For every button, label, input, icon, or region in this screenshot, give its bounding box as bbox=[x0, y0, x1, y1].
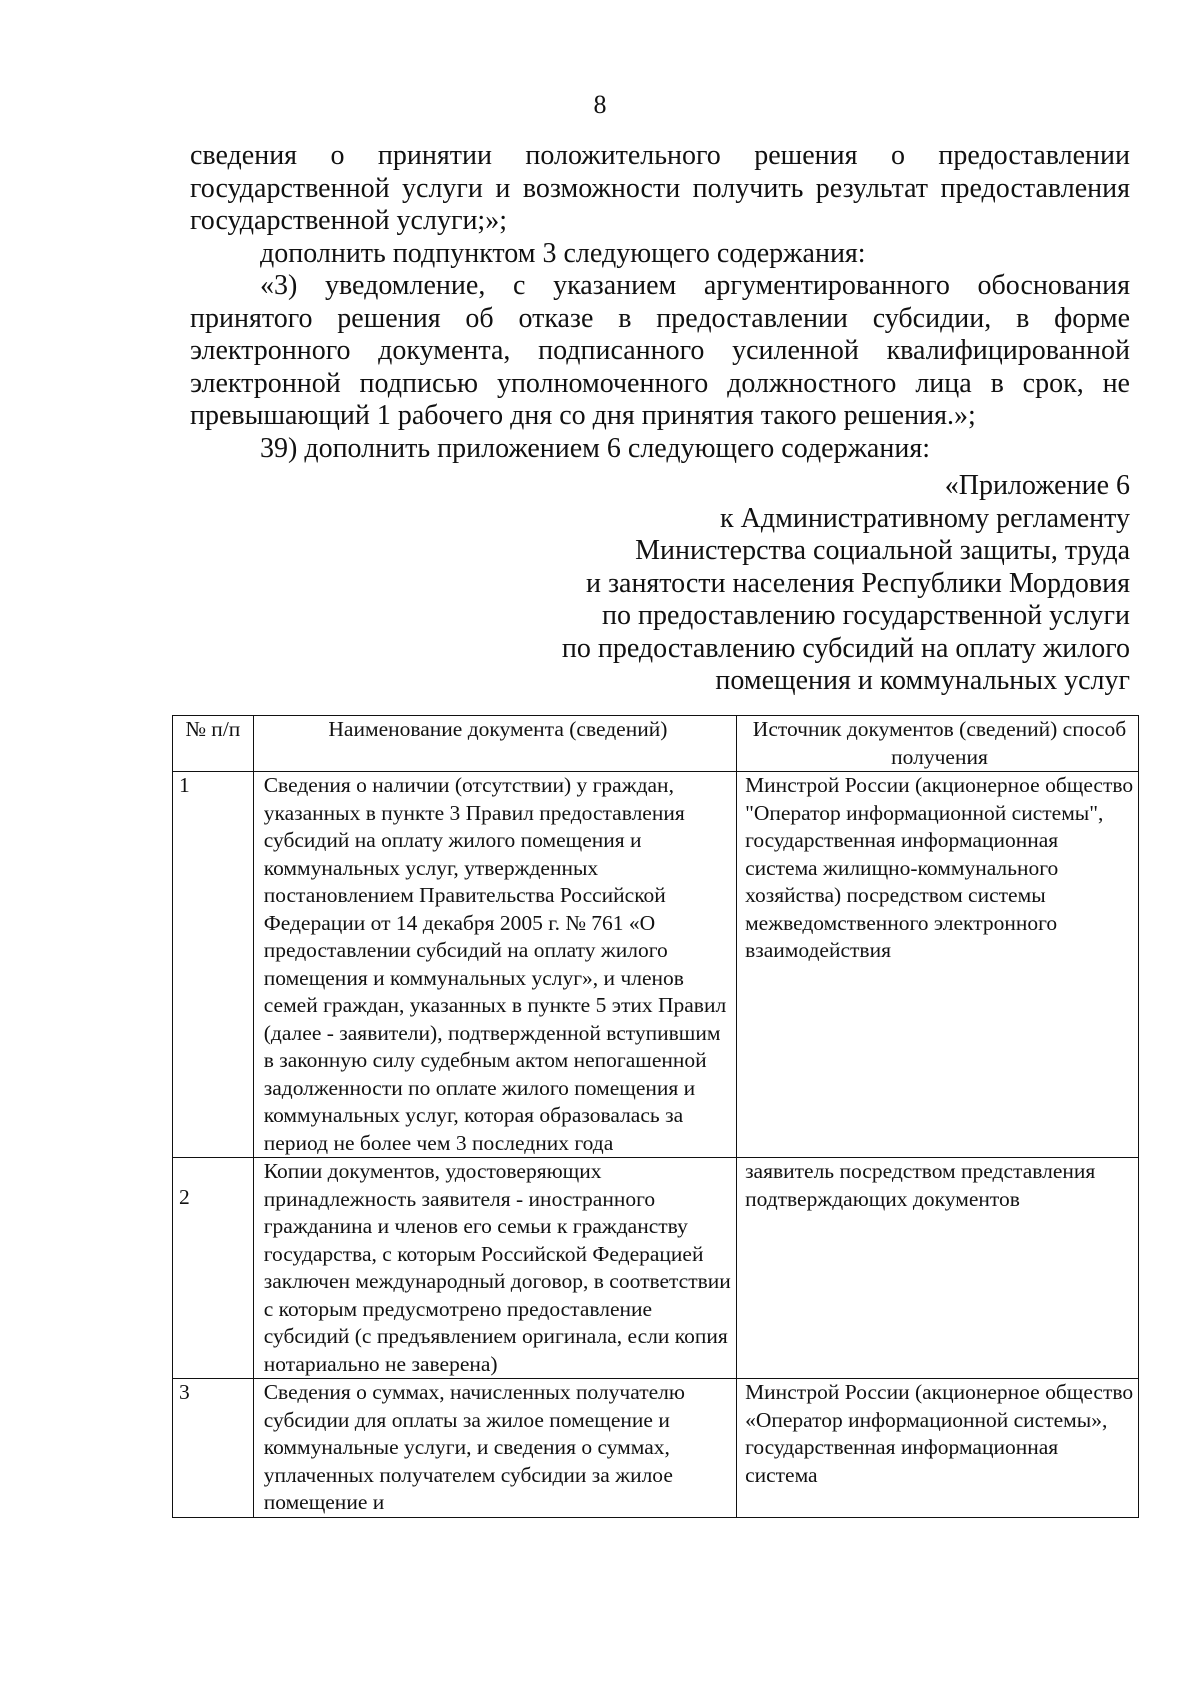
header-num: № п/п bbox=[173, 716, 254, 772]
row-name: Сведения о суммах, начисленных получателю субсидии для оплаты за жилое помещение и коммунальные услуги, и сведения о суммах, уплаченных получателем субсидии за жилое помещение и bbox=[253, 1379, 736, 1518]
appendix-line: по предоставлению государственной услуги bbox=[602, 600, 1130, 631]
paragraph-1: сведения о принятии положительного решения о предоставлении государственной услуги и возможности получить результат предоставления государственной услуги;»; bbox=[190, 140, 1130, 236]
header-name: Наименование документа (сведений) bbox=[253, 716, 736, 772]
row-source: заявитель посредством представления подтверждающих документов bbox=[737, 1158, 1139, 1379]
table-row bbox=[173, 772, 1139, 1158]
header-source: Источник документов (сведений) способ получения bbox=[737, 716, 1139, 772]
documents-table bbox=[172, 715, 1139, 1518]
paragraph-4: 39) дополнить приложением 6 следующего содержания: bbox=[260, 432, 930, 464]
table-row bbox=[173, 1158, 1139, 1379]
appendix-line: к Административному регламенту bbox=[720, 502, 1130, 534]
paragraph-2: дополнить подпунктом 3 следующего содержания: bbox=[260, 237, 866, 269]
body-text bbox=[190, 140, 1130, 465]
appendix-line: по предоставлению субсидий на оплату жилого bbox=[561, 632, 1130, 664]
row-num: 1 bbox=[173, 772, 254, 1158]
row-num: 2 bbox=[173, 1158, 254, 1379]
paragraph-3: «3) уведомление, с указанием аргументированного обоснования принятого решения об отказе в предоставлении субсидии, в форме электронного документа, подписанного усиленной квалифицированной электронной подписью уполномоченного должностного лица в срок, не превышающий 1 рабочего дня со дня принятия такого решения.»; bbox=[190, 270, 1130, 431]
page-number: 8 bbox=[593, 90, 607, 119]
row-name: Копии документов, удостоверяющих принадлежность заявителя - иностранного гражданина и членов его семьи к гражданству государства, с которым Российской Федерацией заключен международный договор, в соответствии с которым предусмотрено предоставление субсидий (с предъявлением оригинала, если копия нотариально не заверена) bbox=[253, 1158, 736, 1379]
appendix-header bbox=[410, 470, 1130, 698]
appendix-line: Министерства социальной защиты, труда bbox=[635, 535, 1130, 566]
appendix-line: «Приложение 6 bbox=[944, 470, 1130, 501]
row-source: Минстрой России (акционерное общество "Оператор информационной системы", государственная информационная система жилищно-коммунального хозяйства) посредством системы межведомственного электронного взаимодействия bbox=[737, 772, 1139, 1158]
table-header-row bbox=[173, 716, 1139, 772]
row-num: 3 bbox=[173, 1379, 254, 1518]
appendix-line: помещения и коммунальных услуг bbox=[715, 665, 1130, 696]
row-source: Минстрой России (акционерное общество «Оператор информационной системы», государственная информационная система bbox=[737, 1379, 1139, 1518]
row-name: Сведения о наличии (отсутствии) у граждан, указанных в пункте 3 Правил предоставления субсидий на оплату жилого помещения и коммунальных услуг, утвержденных постановлением Правительства Российской Федерации от 14 декабря 2005 г. № 761 «О предоставлении субсидий на оплату жилого помещения и коммунальных услуг», и членов семей граждан, указанных в пункте 5 этих Правил (далее - заявители), подтвержденной вступившим в законную силу судебным актом непогашенной задолженности по оплате жилого помещения и коммунальных услуг, которая образовалась за период не более чем 3 последних года bbox=[253, 772, 736, 1158]
appendix-line: и занятости населения Республики Мордовия bbox=[585, 567, 1130, 599]
table-row bbox=[173, 1379, 1139, 1518]
